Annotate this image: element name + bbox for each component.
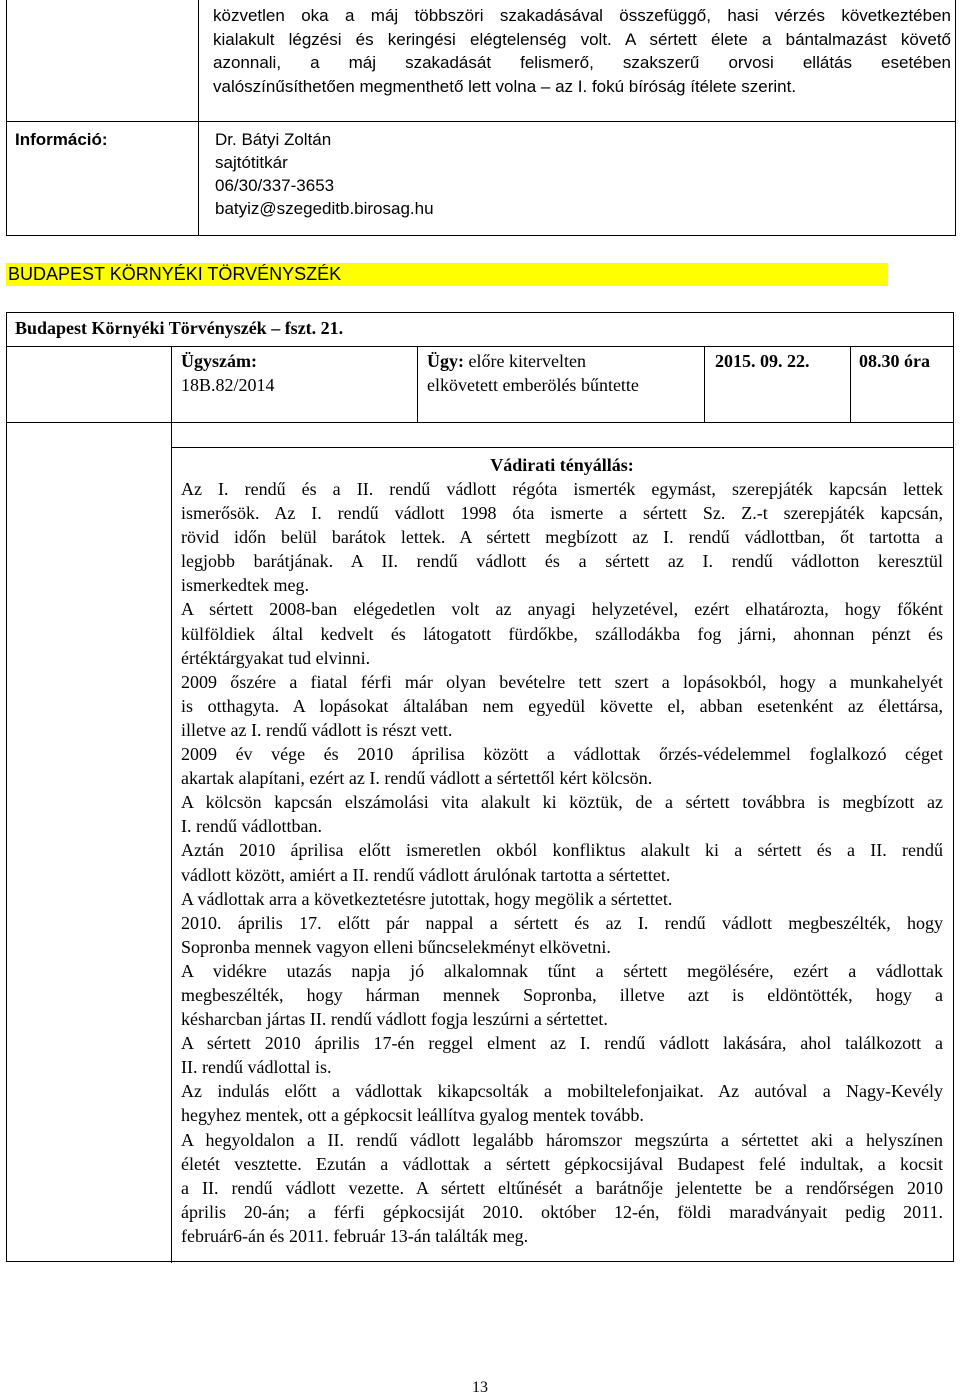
room-label: Budapest Környéki Törvényszék – fszt. 21.: [15, 318, 344, 338]
facts-line: vádlott között, amiért a II. rendű vádlott árulónak tartotta a sértettet.: [181, 864, 671, 885]
case-number-label: Ügyszám:: [181, 351, 257, 371]
facts-line: Az indulás előtt a vádlottak kikapcsolták a mobiltelefonjaikat. Az autóval a Nagy-Kevély: [181, 1081, 943, 1102]
facts-line: A sértett 2010 április 17-én reggel elment az I. rendű vádlott lakására, ahol találkozott a: [181, 1033, 943, 1054]
facts-line: 2009 őszére a fiatal férfi már olyan bevételre tett szert a lopásokból, hogy a munkahelyét: [181, 671, 943, 692]
room-row: [7, 313, 953, 347]
facts-line: ismerősök. Az I. rendű vádlott 1998 óta ismerte a sértett Sz. Z.-t szerepjáték kapcsán,: [181, 503, 943, 524]
facts-line: akartak alapítani, ezért az I. rendű vádlott a sértettől kért kölcsön.: [181, 768, 653, 789]
contact-name: Dr. Bátyi Zoltán: [215, 130, 332, 149]
case-type-label: Ügy:: [427, 351, 464, 371]
facts-line: II. rendű vádlottal is.: [181, 1057, 332, 1078]
text-line: valószínűsíthetően megmenthető lett volna – az I. fokú bíróság ítélete szerint.: [213, 76, 797, 96]
press-contact: [215, 128, 434, 220]
case-table: [6, 312, 954, 1262]
facts-line: értéktárgyakat tud elvinni.: [181, 647, 371, 668]
facts-line: legjobb barátjának. A II. rendű vádlott és a sértett az I. rendű vádlotton keresztül: [181, 551, 943, 572]
contact-email: batyiz@szegeditb.birosag.hu: [215, 199, 434, 218]
column-divider: [850, 347, 851, 423]
text-line: közvetlen oka a máj többszöri szakadásával összefüggő, hasi vérzés következtében: [213, 6, 951, 25]
column-divider: [704, 347, 705, 423]
facts-line: 2009 év vége és 2010 áprilisa között a vádlottak őrzés-védelemmel foglalkozó céget: [181, 744, 943, 765]
column-divider: [417, 347, 418, 423]
facts-body: [181, 477, 943, 1248]
hearing-time: 08.30 óra: [859, 351, 930, 371]
facts-line: hegyhez mentek, ott a gépkocsit leállítva gyalog mentek tovább.: [181, 1105, 644, 1126]
column-divider: [171, 347, 172, 1263]
facts-line: Sopronba mennek vagyon elleni bűncselekményt elkövetni.: [181, 936, 611, 957]
contact-phone: 06/30/337-3653: [215, 176, 335, 195]
facts-line: február6-án és 2011. február 13-án találták meg.: [181, 1225, 529, 1246]
contact-role: sajtótitkár: [215, 153, 288, 172]
facts-line: 2010. április 17. előtt pár nappal a sértett és az I. rendű vádlott megbeszélték, hogy: [181, 912, 943, 933]
text-line: azonnali, a máj szakadását felismerő, szakszerű orvosi ellátás esetében: [213, 53, 951, 73]
facts-line: életét vesztette. Ezután a vádlottak a sértett gépkocsijával Budapest felé indultak, a kocsit: [181, 1153, 943, 1174]
facts-line: A vidékre utazás napja jó alkalomnak tűnt a sértett megölésére, ezért a vádlottak: [181, 960, 943, 981]
page-number: 13: [472, 1379, 488, 1396]
case-type-desc-cont: elkövetett emberölés bűntette: [427, 375, 639, 395]
info-label: Információ:: [15, 130, 108, 149]
facts-line: is otthagyta. A lopásokat általában nem egyedül követte el, abban esetenként az élettársa,: [181, 695, 943, 716]
facts-line: ismerkedtek meg.: [181, 575, 309, 596]
facts-line: külföldiek által kedvelt és látogatott fürdőkbe, szállodákba fog járni, ahonnan pénzt és: [181, 623, 943, 644]
info-table: [6, 0, 956, 236]
facts-line: Aztán 2010 áprilisa előtt ismeretlen okból konfliktus alakult ki a sértett és a II. rendű: [181, 840, 943, 861]
hearing-date: 2015. 09. 22.: [715, 351, 810, 371]
facts-line: A hegyoldalon a II. rendű vádlott legalább háromszor megszúrta a sértettet aki a helyszínen: [181, 1129, 943, 1150]
case-number-cell: [181, 349, 275, 397]
facts-line: április 20-án; a férfi gépkocsiját 2010. október 12-én, földi maradványait pedig 2011.: [181, 1201, 943, 1222]
facts-line: I. rendű vádlottban.: [181, 816, 322, 837]
text-line: kialakult légzési és keringési elégtelenség volt. A sértett élete a bántalmazást követő: [213, 29, 951, 49]
case-number: 18B.82/2014: [181, 375, 275, 395]
facts-line: Az I. rendű és a II. rendű vádlott régóta ismerték egymást, szerepjáték kapcsán lettek: [181, 479, 943, 499]
facts-line: A sértett 2008-ban elégedetlen volt az anyagi helyzetével, ezért elhatározta, hogy főként: [181, 599, 943, 620]
court-heading: BUDAPEST KÖRNYÉKI TÖRVÉNYSZÉK: [6, 263, 888, 286]
facts-line: megbeszélték, hogy hárman mennek Sopronba, illetve azt is eldöntötték, hogy a: [181, 984, 943, 1005]
facts-line: rövid időn belül barátok lettek. A sértett megbízott az I. rendű vádlottban, őt tartotta a: [181, 527, 943, 548]
facts-line: késharcban jártas II. rendű vádlott fogja leszúrni a sértettet.: [181, 1009, 608, 1030]
row-divider: [7, 121, 956, 122]
facts-line: illetve az I. rendű vádlott is részt vett.: [181, 719, 453, 740]
info-content-column: [199, 0, 956, 235]
case-type-desc: előre kitervelten: [468, 351, 586, 371]
previous-case-text: [213, 4, 951, 98]
facts-line: a II. rendű vádlott vezette. A sértett eltűnését a barátnője jelentette be a rendőrségen 2010: [181, 1177, 943, 1198]
case-type-cell: [427, 349, 639, 397]
facts-title: Vádirati tényállás:: [490, 455, 634, 475]
info-label-column: [7, 0, 199, 235]
facts-line: A vádlottak arra a következtetésre jutottak, hogy megölik a sértettet.: [181, 888, 673, 909]
facts-line: A kölcsön kapcsán elszámolási vita alakult ki köztük, de a sértett továbbra is megbízott az: [181, 792, 943, 813]
empty-row: [171, 423, 953, 448]
